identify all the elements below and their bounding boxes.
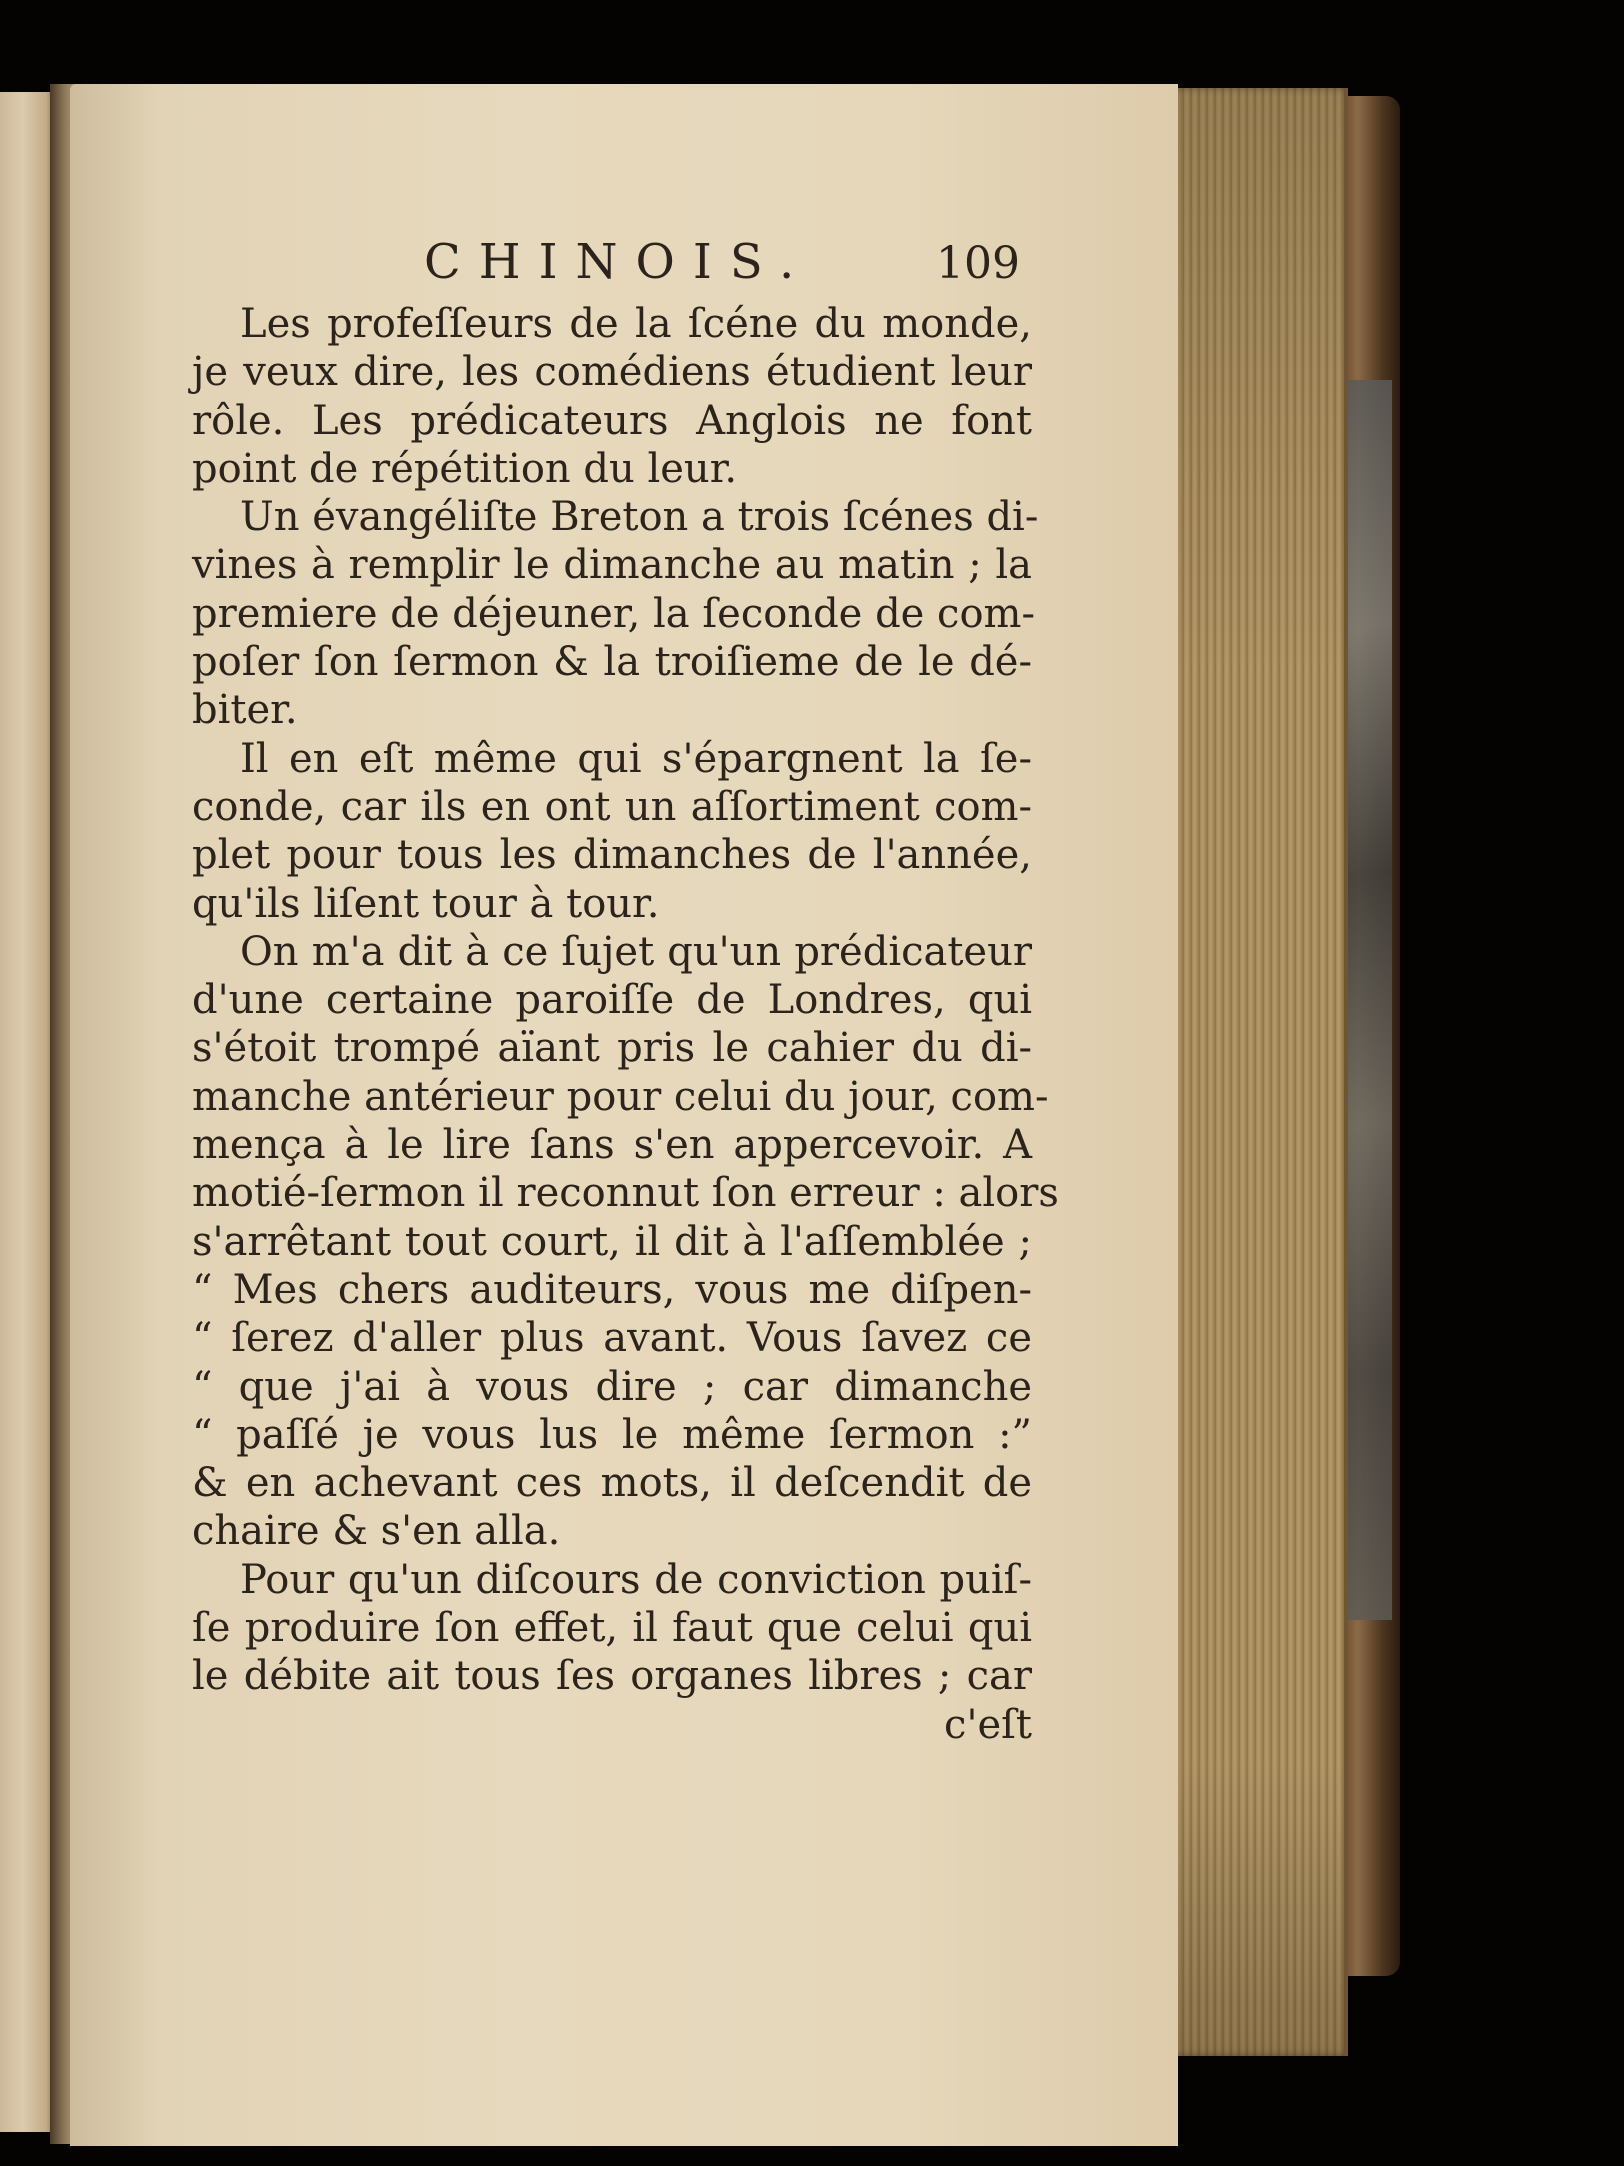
page-number: 109 <box>936 238 1020 289</box>
text-line: “ Mes chers auditeurs, vous me diſpen- <box>192 1266 1032 1313</box>
text-line: poſer ſon ſermon & la troiſieme de le dé- <box>192 639 1032 686</box>
text-line: le débite ait tous ſes organes libres ; car <box>192 1653 1032 1700</box>
text-line: motié-ſermon il reconnut ſon erreur : alors <box>192 1170 1059 1217</box>
text-line: point de répétition du leur. <box>192 445 738 492</box>
page-edges-shade <box>1168 88 1344 2056</box>
text-line: “ que j'ai à vous dire ; car dimanche <box>192 1363 1032 1410</box>
running-head: CHINOIS. <box>424 234 813 290</box>
text-line: c'eſt <box>944 1701 1032 1748</box>
text-line: & en achevant ces mots, il deſcendit de <box>192 1460 1032 1507</box>
text-line: je veux dire, les comédiens étudient leur <box>192 349 1032 396</box>
text-line: vines à remplir le dimanche au matin ; la <box>192 542 1032 589</box>
page-header <box>192 232 1032 300</box>
text-line: biter. <box>192 687 298 734</box>
text-line: Pour qu'un diſcours de conviction puiſ- <box>240 1556 1032 1603</box>
page-text <box>192 232 1059 1749</box>
text-line: Les profeſſeurs de la ſcéne du monde, <box>240 301 1032 347</box>
text-line: manche antérieur pour celui du jour, com- <box>192 1073 1049 1120</box>
text-line: rôle. Les prédicateurs Anglois ne font <box>192 397 1032 444</box>
text-line: s'étoit trompé aïant pris le cahier du di- <box>192 1025 1032 1072</box>
text-line: d'une certaine paroiſſe de Londres, qui <box>192 977 1032 1024</box>
text-line: Un évangéliſte Breton a trois ſcénes di- <box>240 494 1039 541</box>
text-line: ſe produire ſon effet, il faut que celui qui <box>192 1605 1032 1652</box>
text-line: chaire & s'en alla. <box>192 1508 561 1555</box>
text-line: s'arrêtant tout court, il dit à l'aſſemblée ; <box>192 1218 1032 1265</box>
text-line: plet pour tous les dimanches de l'année, <box>192 832 1032 879</box>
marbled-cover-paper <box>1348 380 1392 1620</box>
text-line: “ ſerez d'aller plus avant. Vous ſavez ce <box>192 1315 1032 1362</box>
text-line: premiere de déjeuner, la ſeconde de com- <box>192 590 1035 637</box>
text-lines <box>192 300 1059 1749</box>
text-line: mença à le lire ſans s'en appercevoir. A <box>192 1122 1032 1169</box>
text-line: Il en eſt même qui s'épargnent la ſe- <box>240 735 1032 782</box>
text-line: qu'ils liſent tour à tour. <box>192 880 660 927</box>
text-line: On m'a dit à ce ſujet qu'un prédicateur <box>240 928 1032 975</box>
text-line: conde, car ils en ont un aſſortiment com- <box>192 783 1032 830</box>
text-line: “ paſſé je vous lus le même ſermon :” <box>192 1411 1032 1458</box>
